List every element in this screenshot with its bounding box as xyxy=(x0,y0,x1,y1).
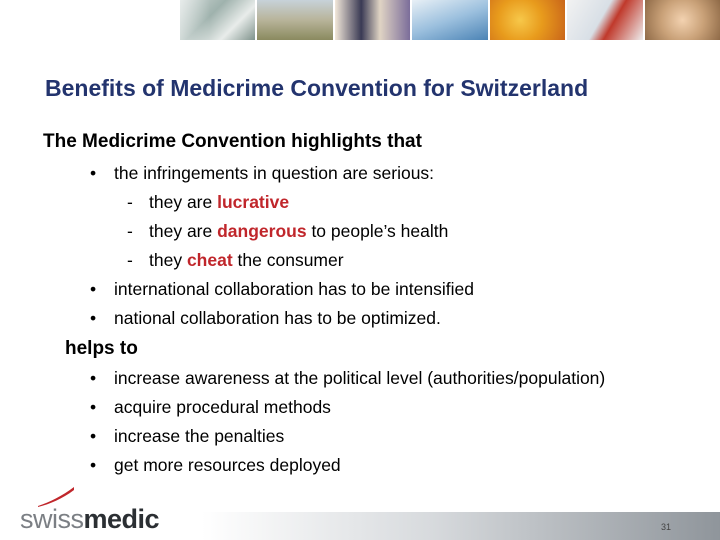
sub-point-text: to people’s health xyxy=(306,221,449,241)
helps-point-penalties: increase the penalties xyxy=(114,426,285,446)
sub-point-text: they are xyxy=(149,192,218,212)
helps-point-awareness: increase awareness at the political level (authorities/population) xyxy=(114,368,606,388)
dash-marker: - xyxy=(127,221,133,241)
header-photo-pills xyxy=(490,0,565,40)
helps-heading: helps to xyxy=(65,338,138,359)
logo-text-bold: medic xyxy=(83,504,160,534)
dash-marker: - xyxy=(127,250,133,270)
helps-point-procedural: acquire procedural methods xyxy=(114,397,331,417)
bullet-marker: • xyxy=(90,397,97,417)
bullet-marker: • xyxy=(90,368,97,388)
header-photo-couple xyxy=(257,0,332,40)
header-photo-pharmacy xyxy=(335,0,410,40)
bullet-marker: • xyxy=(90,455,97,475)
intro-point-national: national collaboration has to be optimized. xyxy=(114,308,441,328)
bullet-marker: • xyxy=(90,426,97,446)
sub-point-text: they are xyxy=(149,221,218,241)
header-photo-family xyxy=(412,0,487,40)
bullet-marker: • xyxy=(90,308,97,328)
header-fade xyxy=(150,0,210,40)
dash-marker: - xyxy=(127,192,133,212)
logo-text-light: swiss xyxy=(20,504,84,534)
intro-point-serious: the infringements in question are serious: xyxy=(114,163,435,183)
header-photo-syringe xyxy=(567,0,642,40)
swissmedic-logo xyxy=(20,504,159,535)
bullet-marker: • xyxy=(90,279,97,299)
page-number: 31 xyxy=(661,522,672,532)
header-photo-baby xyxy=(645,0,720,40)
slide-title: Benefits of Medicrime Convention for Switzerland xyxy=(45,75,589,101)
highlight-word: dangerous xyxy=(217,221,307,241)
sub-point-text: they xyxy=(149,250,187,270)
helps-point-resources: get more resources deployed xyxy=(114,455,341,475)
intro-point-international: international collaboration has to be intensified xyxy=(114,279,474,299)
intro-heading: The Medicrime Convention highlights that xyxy=(43,131,422,152)
highlight-word: lucrative xyxy=(217,192,290,212)
sub-point-text: the consumer xyxy=(232,250,344,270)
sub-point-cheat xyxy=(149,250,344,271)
sub-point-lucrative xyxy=(149,192,289,213)
highlight-word: cheat xyxy=(186,250,233,270)
bullet-marker: • xyxy=(90,163,97,183)
header-photo-strip xyxy=(180,0,720,40)
sub-point-dangerous xyxy=(149,221,448,242)
